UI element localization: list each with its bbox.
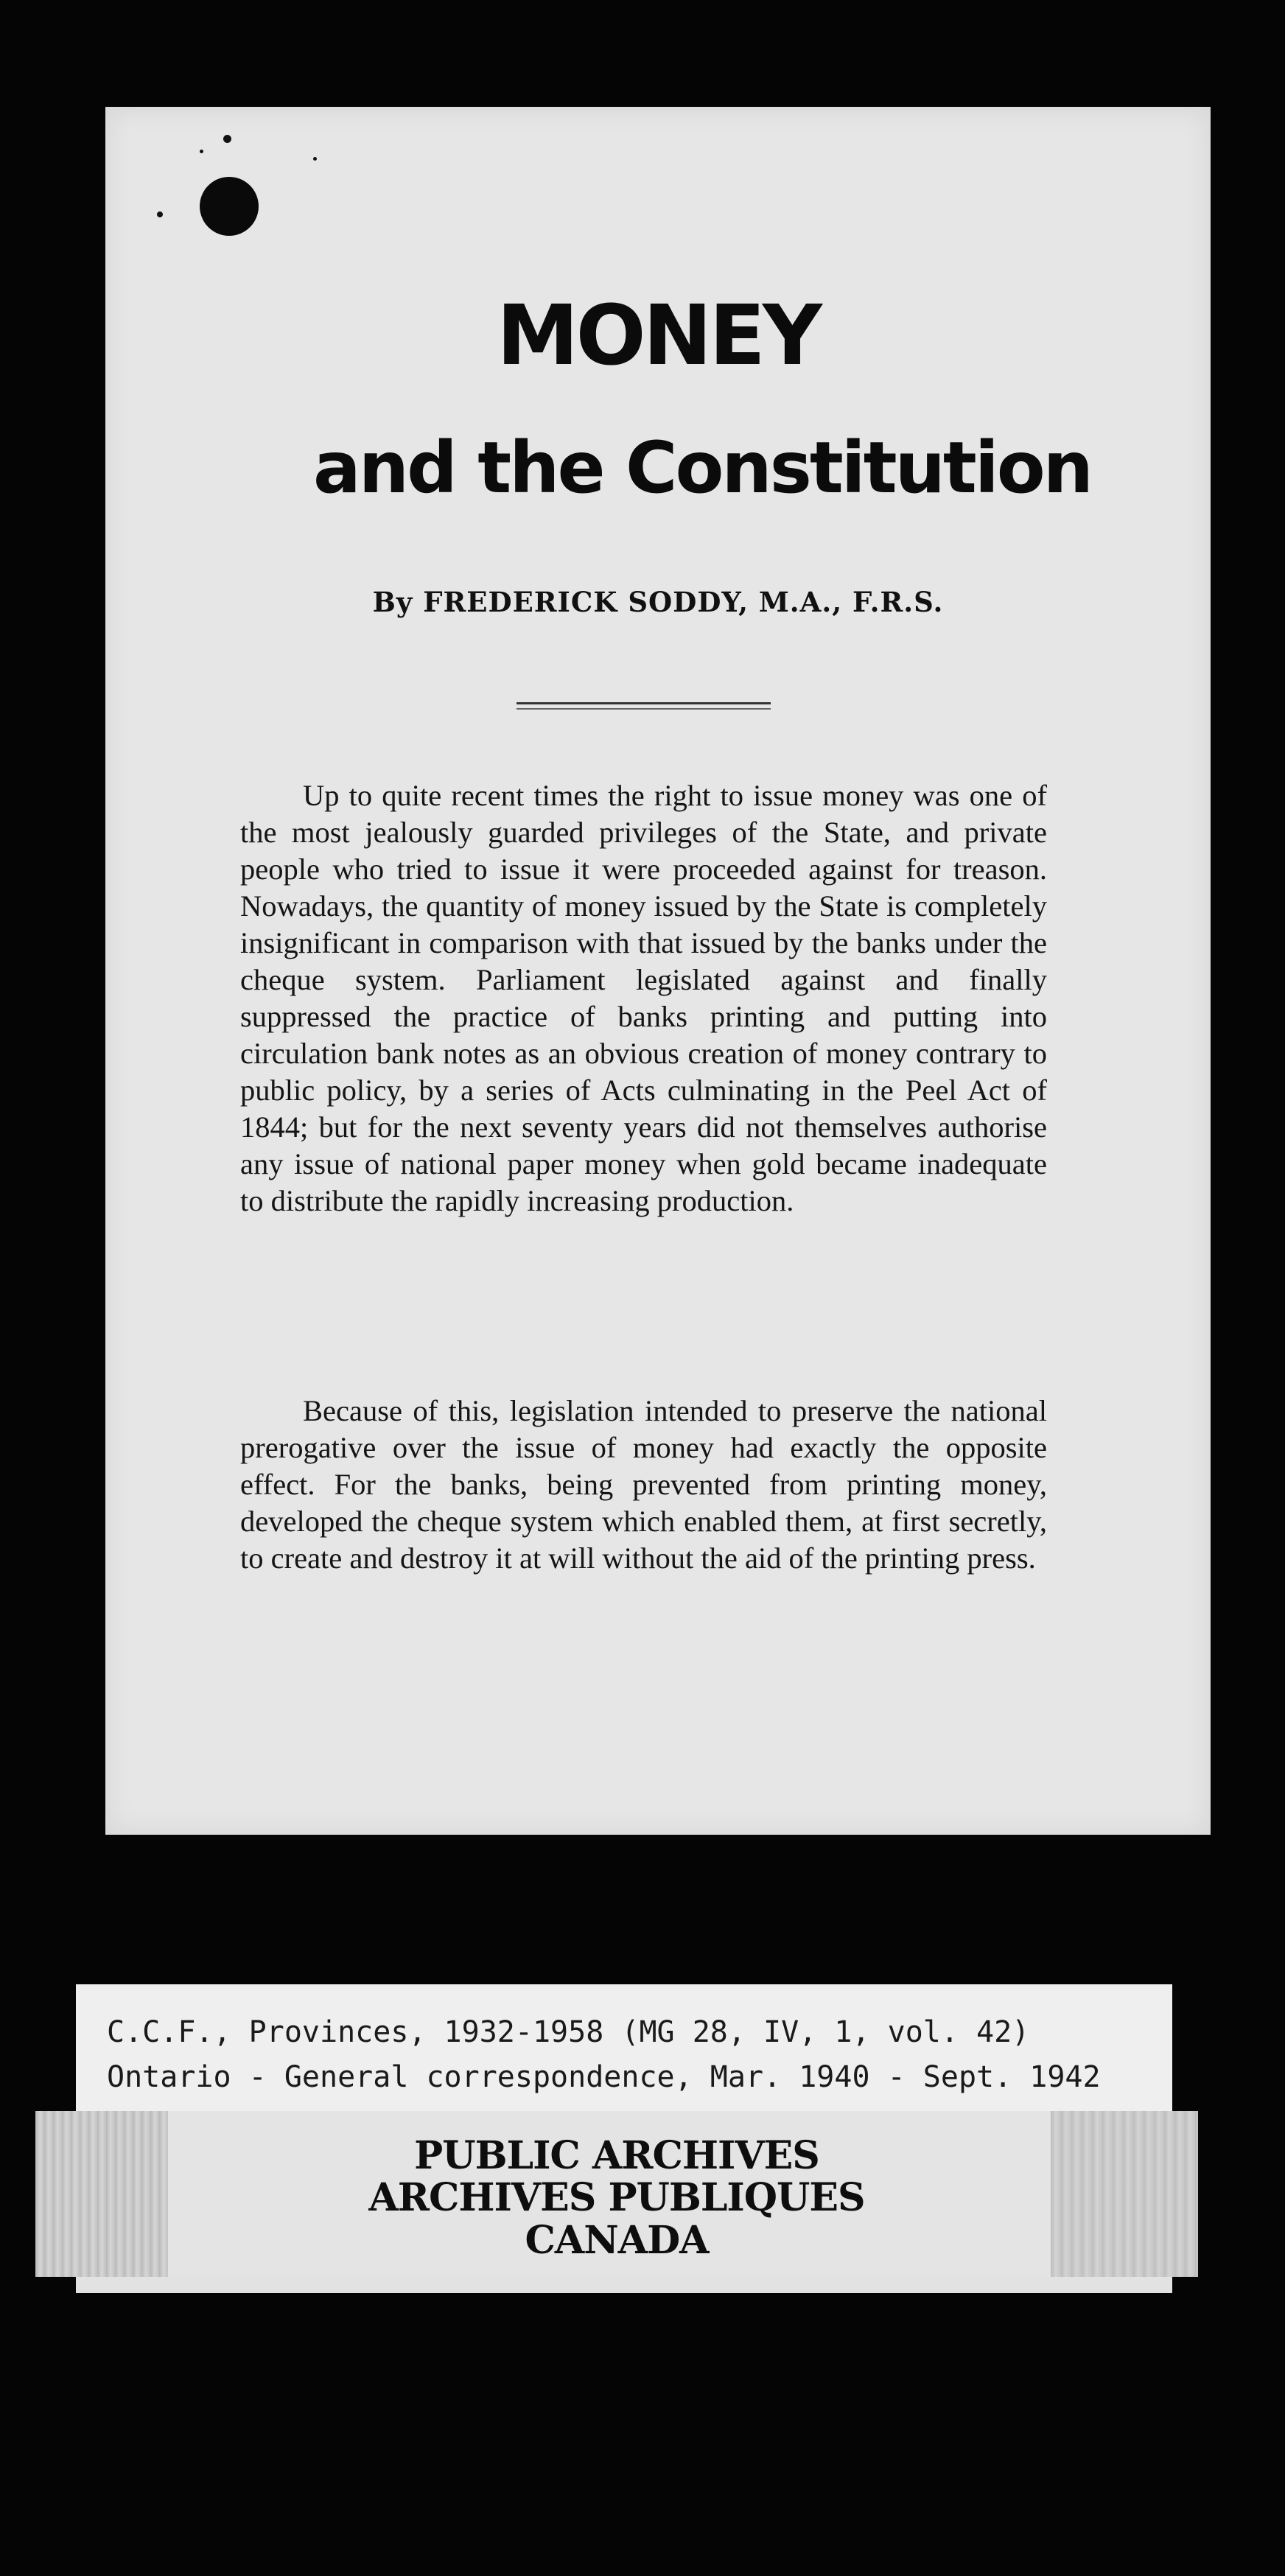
stamp-line-2: ARCHIVES PUBLIQUES — [368, 2175, 865, 2220]
document-page — [105, 107, 1211, 1835]
divider-rule-top — [517, 702, 771, 704]
stamp-line-3: CANADA — [525, 2218, 709, 2263]
body-paragraph-1: Up to quite recent times the right to issue money was one of the most jealously guarded privileges of the State, and private people who tried to issue it were proceeded against for treason. Nowadays, the quantity of money issued by the State is completely insignificant in comparison with that issued by the banks under the cheque system. Parliament legislated against and finally suppressed the practice of banks printing and putting into circulation bank notes as an obvious creation of money contrary to public policy, by a series of Acts culminating in the Peel Act of 1844; but for the next seventy years did not themselves authorise any issue of national paper money when gold became inadequate to distribute the rapidly increasing production. — [240, 779, 1047, 1217]
document-title: MONEY — [496, 288, 819, 384]
archive-reference-line-1: C.C.F., Provinces, 1932-1958 (MG 28, IV, 1, vol. 42) — [107, 2015, 1030, 2049]
author-byline: By FREDERICK SODDY, M.A., F.R.S. — [372, 586, 944, 618]
archive-reference-line-2: Ontario - General correspondence, Mar. 1940 - Sept. 1942 — [107, 2060, 1101, 2094]
archive-reference-label — [76, 1984, 1172, 2118]
document-subtitle: and the Constitution — [312, 427, 1092, 509]
speck — [200, 150, 203, 153]
archive-stamp-strip — [35, 2111, 1198, 2277]
label-card-bottom-edge — [76, 2277, 1172, 2293]
punch-hole — [200, 177, 259, 236]
body-paragraph-2: Because of this, legislation intended to preserve the national prerogative over the issue of money had exactly the opposite effect. For the banks, being prevented from printing money, developed the cheque system which enabled them, at first secretly, to create and destroy it at will without the aid of the printing press. — [240, 1394, 1047, 1575]
speck — [157, 211, 163, 217]
speck — [313, 157, 317, 161]
divider-rule-bottom — [517, 708, 771, 710]
speck — [223, 135, 231, 143]
stamp-line-1: PUBLIC ARCHIVES — [414, 2133, 819, 2178]
